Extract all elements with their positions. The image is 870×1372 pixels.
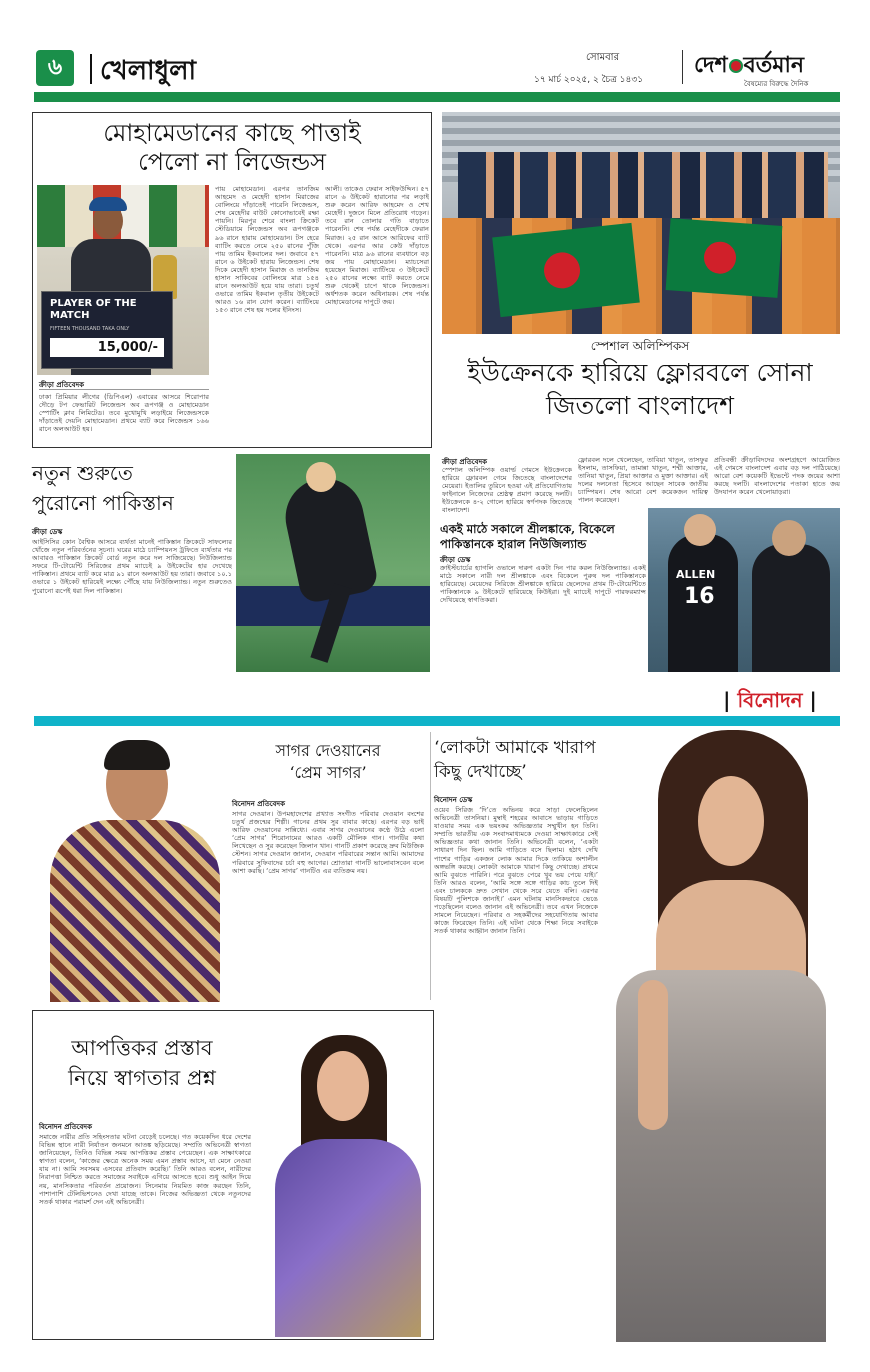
cheque-words: FIFTEEN THOUSAND TAKA ONLY xyxy=(50,326,130,332)
article-headline: ইউক্রেনকে হারিয়ে ফ্লোরবলে সোনা জিতলো বাংলাদেশ xyxy=(467,358,813,420)
column-divider xyxy=(430,732,431,1000)
actress-photo xyxy=(600,730,840,1342)
page-number-badge: ৬ xyxy=(36,50,74,86)
article-byline: ক্রীড়া ডেস্ক xyxy=(32,528,63,536)
player-cap xyxy=(89,197,127,211)
swagata-face xyxy=(317,1051,369,1121)
issue-day: সোমবার xyxy=(586,52,620,63)
section-divider-left xyxy=(90,54,92,84)
article-headline: ‘লোকটা আমাকে খারাপ কিছু দেখাচ্ছে’ xyxy=(434,738,596,782)
entertainment-teal-bar xyxy=(34,716,840,726)
masthead-rule xyxy=(682,50,683,84)
masthead xyxy=(0,0,870,106)
article-headline: মোহামেডানের কাছে পাত্তাই পেলো না লিজেন্ডস xyxy=(103,119,361,176)
article-swagata xyxy=(32,1010,434,1340)
header-bar-right: | xyxy=(802,688,817,712)
singer-hair xyxy=(104,740,170,770)
cheque-amount: 15,000/- xyxy=(50,338,164,357)
swagata-photo xyxy=(255,1029,431,1337)
article-body-col2: ফ্লোরবল দলে খেলেছেন, তাবিয়া খাতুন, তাসফুর ইসলাম, তাসফিয়া, তামান্না খাতুন, শম্মী আক্তার, তানিয়া খাতুন, প্রিয়া আক্তার ও মুক্তা আক্তার। এই দলের দলনেতা হিসেবে আছেন সাবেক জাতীয় চ্যাম্পিয়ন। শেষ আরো বেশ কয়েকজন দায়িত্ব পালন করেছেন। xyxy=(578,456,708,505)
newspaper-logo[interactable] xyxy=(694,48,804,78)
article-byline: বিনোদন প্রতিবেদক xyxy=(232,800,285,808)
article-byline: ক্রীড়া প্রতিবেদক xyxy=(39,381,85,389)
article-headline: নতুন শুরুতে পুরোনো পাকিস্তান xyxy=(32,461,174,515)
article-byline: বিনোদন প্রতিবেদক xyxy=(39,1123,92,1131)
header-bar-left: | xyxy=(723,688,738,712)
bangladesh-flag-right xyxy=(666,218,783,298)
article-pakistan xyxy=(32,458,232,678)
article-body-col2: পায় মোহামেডান। এরপর তানজিম আহমেদ ও মেহেদী হাসান মিরাজের বোলিংয়ে দাঁড়াতেই পারেনি লিজেন্ডস, শেষ মেহেদীর বাউট কোনোভাবেই রক্ষা পায়নি। মিরপুর শেরে বাংলা ক্রিকেট স্টেডিয়ামে লিজেন্ডস অব রূপগঞ্জকে ৯৬ রানে হারায় মোহামেডান। টস হেরে ব্যাটিং করতে নেমে ২৫০ রানের পুঁজি পায় তামিম ইকবালের দল। জবাবে ৫৭ রানে ৬ উইকেট হারায় লিজেন্ডস। শেষ দিকে মেহেদী হাসান মিরাজ ও তানজিম হাসান সাকিবের বোলিংয়ে মাত্র ১৫৪ রানে অলআউট হয়ে যায় তারা। চতুর্থ ওভারে তামিম ইকবাল তৃতীয় উইকেটে আরও ১৬ রান যোগ করেন। ব্যাটিংয়ে ১৫৩ রানে শেষ হয় দলের ইনিংস। xyxy=(215,185,319,315)
logo-tagline: বৈষম্যের বিরুদ্ধে দৈনিক xyxy=(744,80,809,88)
article-byline: ক্রীড়া প্রতিবেদক xyxy=(442,458,488,466)
article-byline: ক্রীড়া ডেস্ক xyxy=(440,556,471,564)
article-body-col3: প্রতিবন্ধী ক্রীড়াবিদদের অংশগ্রহণে আয়োজিত এই গেমসে বাংলাদেশ এবার বড় দল পাঠিয়েছে। আরো বেশ কয়েকটি ইভেন্টে পদক জয়ের আশা করছে দলটি। বাংলাদেশের পতাকা হাতে জয় উদযাপন করেন খেলোয়াড়রা। xyxy=(714,456,840,497)
bowler-body xyxy=(278,471,379,605)
actress-arm xyxy=(638,980,668,1130)
byline-rule xyxy=(39,389,209,390)
article-special-olympics xyxy=(440,112,840,452)
section-title: বিনোদন xyxy=(737,688,803,712)
singer-kurta xyxy=(50,820,220,1002)
article-headline: একই মাঠে সকালে শ্রীলঙ্কাকে, বিকেলে পাকিস্তানকে হারাল নিউজিল্যান্ড xyxy=(440,522,615,551)
actress-face xyxy=(698,776,764,866)
article-body-col3: আলী। তাকেও ফেরান সাইফউদ্দিন। ৫৭ রানে ৬ উইকেট হারানোর পর লড়াই শুরু করেন আরিফ আহমেদ ও শেখ মেহেদী। দুজনে মিলে প্রতিরোধ গড়েন। তবে রান তোলার গতি বাড়াতে পারেননি। শেষ পর্যন্ত মেহেদীকে ফেরান মিরাজ। ২৫ রান আসে আরিফের ব্যাট থেকে। এরপর আর কেউ দাঁড়াতে পারেননি। মাত্র ৯৬ রানের ব্যবধানে বড় জয় পায় মোহামেডান। ম্যাচসেরা হয়েছেন মিরাজ। ব্যাটিংয়ে ৩ উইকেটে ২৫০ রানের লক্ষ্যে ব্যাট করতে নেমে শুরু থেকেই চাপে থাকে লিজেন্ডস। অর্ধশতক করেন অধিনায়ক। শেষ পর্যন্ত মোহামেডানের দাপুটে জয়। xyxy=(325,185,429,307)
article-actress xyxy=(434,736,598,1340)
logo-word-bortoman: বর্তমান xyxy=(743,53,804,78)
bowler-photo xyxy=(236,454,430,672)
flag-red-disc xyxy=(542,251,582,291)
bowler-head xyxy=(306,462,336,492)
team-photo xyxy=(442,112,840,334)
jersey-name: ALLEN xyxy=(676,568,716,581)
player-of-match-photo xyxy=(37,185,209,375)
article-body: সাগর দেওয়ান। উপমহাদেশের প্রখ্যাত সংগীত পরিবার দেওয়ান বংশের চতুর্থ প্রজন্মের শিল্পী। গানের প্রথম সুর বাবার কাছে। এরপর বড় ভাই আরিফ দেওয়ানের সান্নিধ্যে। এবার সাগর দেওয়ানের কণ্ঠে উঠে এলো ‘প্রেম সাগর’ শিরোনামের আরও একটি মৌলিক গান। গানটির কথা লিখেছেন ও সুর করেছেন জিলান খান। গানটি প্রকাশ করেছে দ্রুব মিউজিক স্টেশন। সাগর দেওয়ান জানান, দেওয়ান পরিবারের সন্তান আমি। আমাদের পরিবারে সুফিবাদের চর্চা বহু আগের। শ্রোতারা গানটি ভালোবাসবেন বলে আশা করছি। ‘প্রেম সাগর’ গানটিও এর ব্যতিক্রম নয়। xyxy=(232,810,424,875)
new-zealand-players-photo xyxy=(648,508,840,672)
section-title: খেলাধুলা xyxy=(100,56,197,86)
logo-word-desh: দেশ xyxy=(694,53,728,78)
issue-date: ১৭ মার্চ ২০২৫, ২ চৈত্র ১৪৩১ xyxy=(534,75,644,85)
article-body: ওয়েব সিরিজ ‘দি’তে অভিনয় করে সাড়া ফেলেছিলেন অভিনেত্রী তাসনিয়া। মুম্বাই শহরের আবাসে ভাড়ায় গাড়িতে যাওয়ার সময় এক ভয়ংকর অভিজ্ঞতার সম্মুখীন হন তিনি। সম্প্রতি ভারতীয় এক সংবাদমাধ্যমকে দেওয়া সাক্ষাৎকারে সেই অভিজ্ঞতার কথা জানান তিনি। অভিনেত্রী বলেন, ‘একটা সাধারণ দিন ছিল। আমি গাড়িতে বসে ছিলাম। হঠাৎ দেখি পাশের গাড়ির একজন লোক আমার দিকে তাকিয়ে অশালীন অঙ্গভঙ্গি করছে। লোকটা আমাকে খারাপ কিছু দেখাচ্ছে। প্রথমে আমি বুঝতে পারিনি। পরে বুঝতে পেরে খুব ভয় পেয়ে যাই।’ তিনি আরও বলেন, ‘আমি সঙ্গে সঙ্গে গাড়ির কাচ তুলে দিই এবং চালককে দ্রুত সেখান থেকে সরে যেতে বলি। এরপর বিষয়টি পুলিশকে জানাই।’ এমন ঘটনায় মানসিকভাবে ভেঙে পড়েছিলেন বলেও জানান এই অভিনেত্রী। তবে এখন নিজেকে সামলে নিয়েছেন। পরিবার ও সহকর্মীদের সহযোগিতায় আবার কাজে ফিরেছেন তিনি। এই ঘটনা থেকে শিক্ষা নিয়ে সবাইকে সতর্ক থাকার আহ্বান জানান তিনি। xyxy=(434,806,598,936)
article-body: ক্রাইস্টচার্চের হ্যাগলি ওভালে দারুণ একটা দিন পার করল নিউজিল্যান্ড। একই মাঠে সকালে নারী দল শ্রীলঙ্কাকে এবং বিকেলে পুরুষ দল পাকিস্তানকে হারিয়েছে। মেয়েদের সিরিজে শ্রীলঙ্কাকে হারিয়ে ছেলেদের প্রথম টি-টোয়েন্টিতে পাকিস্তানকে ৯ উইকেটে হারিয়েছে কিউইরা। দুই ম্যাচেই দাপুটে পারফরম্যান্স দেখিয়েছে স্বাগতিকরা। xyxy=(440,564,646,605)
player-right-head xyxy=(772,520,806,556)
article-headline: আপত্তিকর প্রস্তাব নিয়ে স্বাগতার প্রশ্ন xyxy=(68,1036,216,1090)
masthead-green-bar xyxy=(34,92,840,102)
bangladesh-flag-left xyxy=(492,223,640,317)
jersey-number: 16 xyxy=(684,584,715,609)
article-mohammedan xyxy=(32,112,432,448)
cheque-title: PLAYER OF THE MATCH xyxy=(50,298,137,321)
sagar-dewan-photo xyxy=(32,732,228,1002)
sponsor-board xyxy=(37,185,209,247)
player-right xyxy=(752,544,830,672)
article-new-zealand xyxy=(440,522,646,672)
logo-emblem-icon xyxy=(729,59,743,73)
article-body: আইসিসির কোন বৈশ্বিক আসরে ব্যর্থতা মানেই পাকিস্তান ক্রিকেটে সাফল্যের খোঁজে নতুন পরিবর্তনের সূচনা। ঘরের মাঠে চ্যাম্পিয়নস ট্রফিতে ব্যর্থতার পর আবারও পাকিস্তান ক্রিকেট বোর্ড নতুন করে দল সাজিয়েছে। নিউজিল্যান্ড সফরে টি-টোয়েন্টি সিরিজের প্রথম ম্যাচেই ৯ উইকেটের হার দেখেছে পাকিস্তান। প্রথমে ব্যাট করে মাত্র ৯১ রানে অলআউট হয় তারা। জবাবে ১০.১ ওভারে ১ উইকেট হারিয়েই লক্ষ্যে পৌঁছে যায় নিউজিল্যান্ড। নতুন শুরুতেও পুরোনো রূপেই ধরা দিল পাকিস্তান। xyxy=(32,538,232,595)
article-body-col1: স্পেশাল অলিম্পিক ওয়ার্ল্ড গেমসে ইউক্রেনকে হারিয়ে ফ্লোরবল গেমে জিতেছে বাংলাদেশের মেয়েরা। ইতালির তুরিনে হওয়া এই প্রতিযোগিতায় ফাইনালে নিজেদের শ্রেষ্ঠত্ব প্রমাণ করেছে দলটি। ইউক্রেনকে ৪-২ গোলে হারিয়ে স্বর্ণপদক জিতেছে বাংলাদেশ। xyxy=(442,466,572,515)
entertainment-section-header xyxy=(700,686,840,714)
award-cheque xyxy=(41,291,173,369)
swagata-saree xyxy=(275,1139,421,1337)
article-body-col1: ঢাকা প্রিমিয়ার লীগের (ডিপিএল) এবারের আসরে শিরোপার দৌড়ে টপ ফেভারিট লিজেন্ডস অব রূপগঞ্জ ও মোহামেডান স্পোর্টিং ক্লাব লিমিটেড। তবে মুখোমুখি লড়াইয়ে লিজেন্ডসকে দাঁড়াতেই দেয়নি মোহামেডান। প্রথমে ব্যাট করে লিজেন্ডস ১৬৬ রানে অলআউট হয়। xyxy=(39,393,209,434)
article-body: সমাজে নারীর প্রতি সহিংসতার ঘটনা বেড়েই চলেছে। গত কয়েকদিন ধরে দেশের বিভিন্ন স্থানে নারী নির্যাতন জনমনে আতঙ্ক ছড়িয়েছে। সম্প্রতি অভিনেত্রী স্বাগতা জানিয়েছেন, তিনিও বিভিন্ন সময় আপত্তিকর প্রস্তাব পেয়েছেন। এক সাক্ষাৎকারে স্বাগতা বলেন, ‘কাজের ক্ষেত্রে অনেক সময় এমন প্রস্তাব আসে, যা মেনে নেওয়া যায় না। আমি সবসময় এসবের প্রতিবাদ করেছি।’ তিনি আরও বলেন, নারীদের নিরাপত্তা নিশ্চিত করতে সমাজের সবাইকে এগিয়ে আসতে হবে। শুধু আইন দিয়ে নয়, মানসিকতার পরিবর্তন প্রয়োজন। সিনেমায় নিয়মিত কাজ করছেন তিনি, পাশাপাশি টেলিভিশনেও দেখা যাচ্ছে তাকে। নিজের অভিজ্ঞতা থেকে নতুনদের সতর্ক থাকার পরামর্শ দেন এই অভিনেত্রী। xyxy=(39,1133,251,1206)
article-sagar-dewan xyxy=(232,740,424,1002)
article-kicker: স্পেশাল অলিম্পিকস xyxy=(590,339,690,353)
player-left-head xyxy=(684,514,716,546)
article-byline: বিনোদন ডেস্ক xyxy=(434,796,473,804)
flag-red-disc xyxy=(703,241,737,275)
article-headline: সাগর দেওয়ানের ‘প্রেম সাগর’ xyxy=(275,741,381,782)
